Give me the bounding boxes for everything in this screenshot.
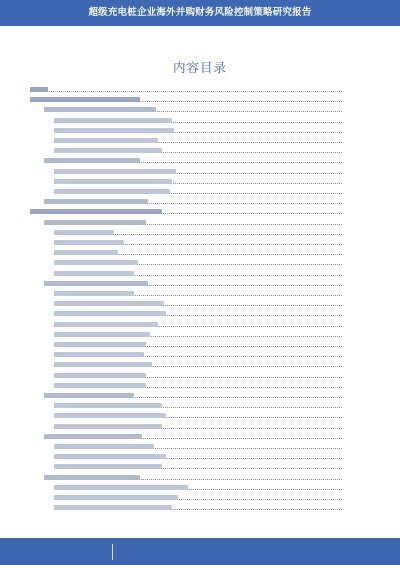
footer-band — [0, 538, 400, 565]
toc-subsection[interactable] — [30, 483, 356, 492]
toc-entry-illegible-text — [44, 393, 134, 398]
toc-entry-illegible-text — [54, 311, 166, 316]
toc-entry-illegible-text — [44, 434, 142, 439]
toc-entry-illegible-text — [54, 495, 178, 500]
toc-subsection[interactable] — [30, 177, 356, 186]
toc-entry-illegible-text — [54, 240, 124, 245]
toc-subsection[interactable] — [30, 258, 356, 267]
toc-entry-illegible-text — [30, 97, 140, 102]
toc-section[interactable] — [30, 156, 356, 165]
toc-entry-illegible-text — [54, 485, 188, 490]
toc-entry-illegible-text — [44, 281, 148, 286]
toc-entry-illegible-text — [54, 301, 164, 306]
toc-section[interactable] — [30, 197, 356, 206]
toc-section[interactable] — [30, 279, 356, 288]
toc-entry-illegible-text — [44, 220, 146, 225]
toc-subsection[interactable] — [30, 340, 356, 349]
toc-subsection[interactable] — [30, 381, 356, 390]
toc-subsection[interactable] — [30, 116, 356, 125]
toc-entry-illegible-text — [54, 332, 150, 337]
toc-entry-illegible-text — [44, 158, 140, 163]
toc-subsection[interactable] — [30, 289, 356, 298]
toc-entry-illegible-text — [54, 373, 146, 378]
toc-chapter[interactable] — [30, 85, 356, 94]
toc-subsection[interactable] — [30, 248, 356, 257]
toc-entry-illegible-text — [44, 107, 156, 112]
report-title: 超级充电桩企业海外并购财务风险控制策略研究报告 — [88, 7, 312, 18]
toc-subsection[interactable] — [30, 371, 356, 380]
toc-entry-illegible-text — [54, 424, 162, 429]
toc-section[interactable] — [30, 432, 356, 441]
footer-divider — [112, 544, 113, 560]
toc-subsection[interactable] — [30, 136, 356, 145]
toc-dot-leader — [30, 91, 342, 92]
toc-entry-illegible-text — [54, 291, 134, 296]
toc-entry-illegible-text — [54, 505, 172, 510]
toc-subsection[interactable] — [30, 167, 356, 176]
toc-entry-illegible-text — [54, 169, 176, 174]
toc-entry-illegible-text — [54, 383, 146, 388]
toc-entry-illegible-text — [54, 118, 172, 123]
toc-entry-illegible-text — [44, 199, 148, 204]
toc-entry-illegible-text — [44, 475, 140, 480]
toc-entry-illegible-text — [54, 403, 162, 408]
toc-entry-illegible-text — [54, 128, 174, 133]
toc-subsection[interactable] — [30, 401, 356, 410]
toc-subsection[interactable] — [30, 330, 356, 339]
toc-subsection[interactable] — [30, 422, 356, 431]
toc-subsection[interactable] — [30, 493, 356, 502]
toc-entry-illegible-text — [54, 444, 154, 449]
toc-entry-illegible-text — [54, 260, 138, 265]
toc-section[interactable] — [30, 391, 356, 400]
toc-entry-illegible-text — [54, 138, 158, 143]
toc-subsection[interactable] — [30, 411, 356, 420]
toc-entry-illegible-text — [54, 464, 162, 469]
toc-subsection[interactable] — [30, 320, 356, 329]
toc-subsection[interactable] — [30, 442, 356, 451]
toc-chapter[interactable] — [30, 95, 356, 104]
toc-entry-illegible-text — [54, 362, 152, 367]
toc-chapter[interactable] — [30, 207, 356, 216]
toc-entry-illegible-text — [54, 413, 166, 418]
toc-heading: 内容目录 — [172, 60, 227, 75]
toc-subsection[interactable] — [30, 350, 356, 359]
toc-section[interactable] — [30, 473, 356, 482]
toc-subsection[interactable] — [30, 187, 356, 196]
toc-subsection[interactable] — [30, 360, 356, 369]
toc-entry-illegible-text — [54, 189, 170, 194]
toc-entry-illegible-text — [54, 454, 166, 459]
toc-entry-illegible-text — [54, 352, 144, 357]
toc-entry-illegible-text — [54, 179, 172, 184]
toc-entry-illegible-text — [54, 230, 114, 235]
toc-entry-illegible-text — [54, 271, 134, 276]
toc-subsection[interactable] — [30, 269, 356, 278]
table-of-contents — [30, 85, 356, 515]
toc-entry-illegible-text — [54, 322, 158, 327]
toc-subsection[interactable] — [30, 309, 356, 318]
toc-subsection[interactable] — [30, 228, 356, 237]
toc-section[interactable] — [30, 218, 356, 227]
toc-entry-illegible-text — [54, 148, 162, 153]
toc-entry-illegible-text — [30, 87, 48, 92]
toc-subsection[interactable] — [30, 462, 356, 471]
toc-entry-illegible-text — [54, 250, 118, 255]
toc-subsection[interactable] — [30, 146, 356, 155]
toc-entry-illegible-text — [30, 209, 162, 214]
toc-subsection[interactable] — [30, 126, 356, 135]
toc-entry-illegible-text — [54, 342, 146, 347]
toc-subsection[interactable] — [30, 503, 356, 512]
toc-section[interactable] — [30, 105, 356, 114]
toc-subsection[interactable] — [30, 299, 356, 308]
toc-subsection[interactable] — [30, 452, 356, 461]
toc-subsection[interactable] — [30, 238, 356, 247]
